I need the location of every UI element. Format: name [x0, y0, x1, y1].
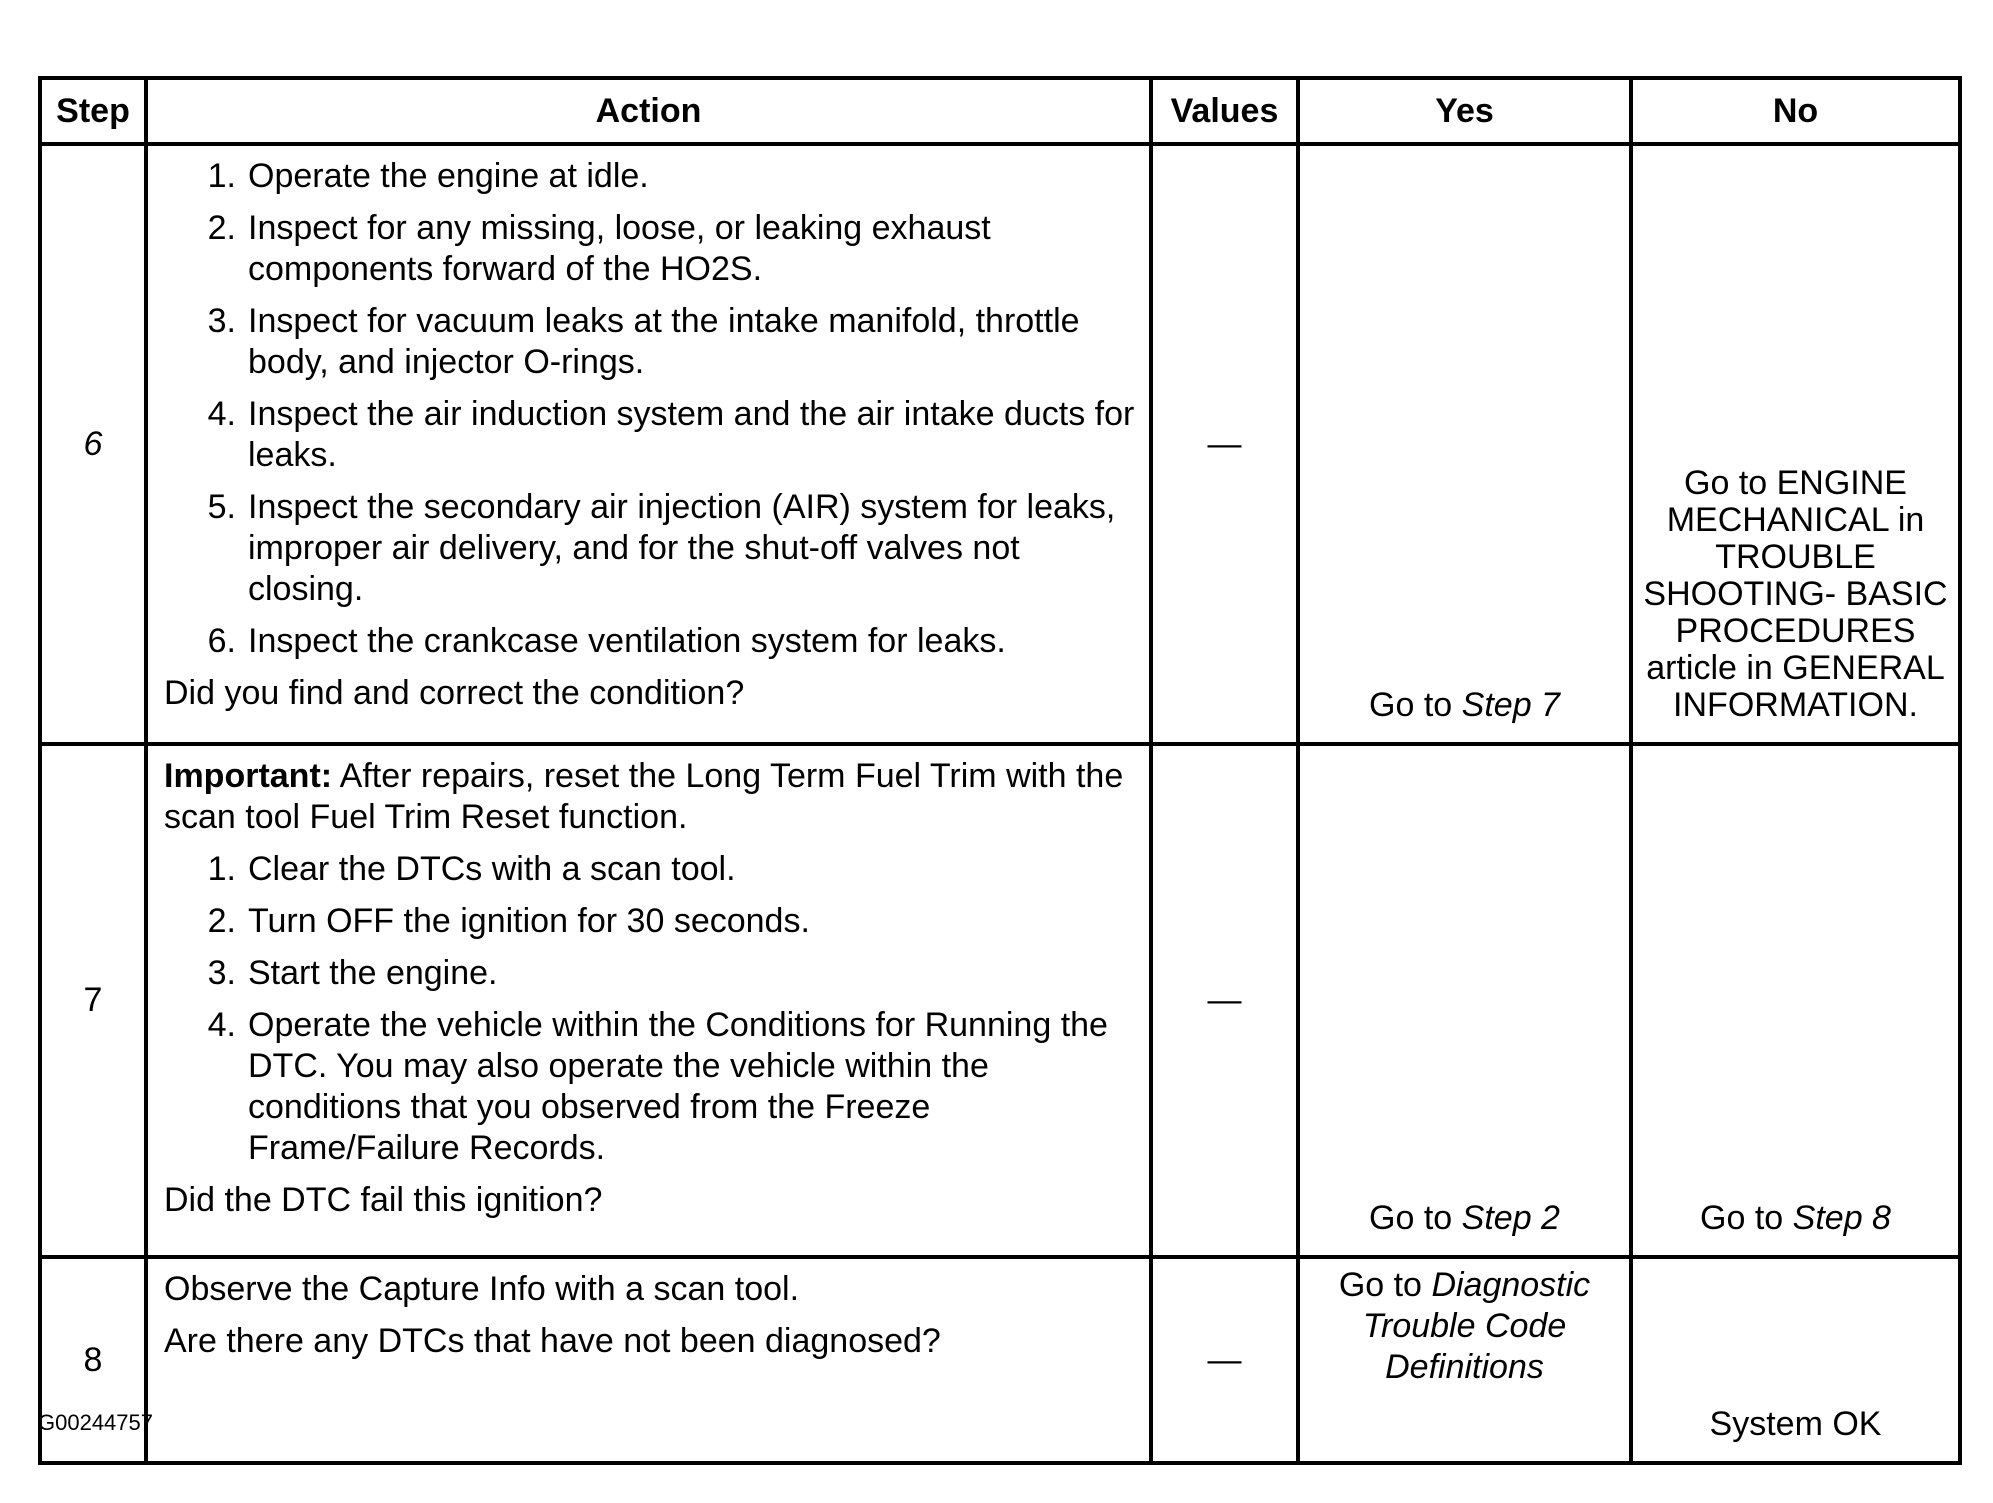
list-item: 1. Operate the engine at idle. — [207, 157, 649, 195]
step-link[interactable]: Step 7 — [1461, 686, 1560, 724]
action-text: Observe the Capture Info with a scan tool. — [164, 1270, 800, 1308]
no-cell: Go to ENGINE MECHANICAL in TROUBLE SHOOTING- BASIC PROCEDURES article in GENERAL INFORMATION. — [1631, 144, 1960, 744]
important-note: Important: After repairs, reset the Long Term Fuel Trim with the scan tool Fuel Trim Reset function. — [164, 757, 1124, 836]
table-row-step-7 — [40, 744, 1960, 1257]
action-cell — [146, 1257, 1151, 1463]
header-action: Action — [146, 78, 1151, 144]
yes-cell: Go to Step 7 — [1298, 144, 1631, 744]
values-cell: — — [1151, 1257, 1298, 1463]
action-cell — [146, 744, 1151, 1257]
list-item: 3. Start the engine. — [207, 954, 498, 992]
table-row-step-8 — [40, 1257, 1960, 1463]
list-item: 2. Inspect for any missing, loose, or leaking exhaust components forward of the HO2S. — [207, 209, 991, 288]
list-item: 3. Inspect for vacuum leaks at the intake manifold, throttle body, and injector O-rings. — [207, 302, 1080, 381]
no-cell: Go to Step 8 — [1631, 744, 1960, 1257]
step-number: 6 — [40, 144, 146, 744]
header-no: No — [1631, 78, 1960, 144]
yes-cell: Go to Step 2 — [1298, 744, 1631, 1257]
list-item: 1. Clear the DTCs with a scan tool. — [207, 850, 736, 888]
step-number: 8 — [40, 1257, 146, 1463]
step-number: 7 — [40, 744, 146, 1257]
action-steps-list — [164, 849, 1135, 1169]
header-values: Values — [1151, 78, 1298, 144]
list-item: 6. Inspect the crankcase ventilation system for leaks. — [207, 622, 1006, 660]
header-step: Step — [40, 78, 146, 144]
dtc-definitions-link[interactable]: Diagnostic Trouble Code Definitions — [1362, 1266, 1591, 1386]
list-item: 5. Inspect the secondary air injection (AIR) system for leaks, improper air delivery, and for the shut-off valves not closing. — [207, 488, 1116, 608]
yes-cell: Go to Diagnostic Trouble Code Definitions — [1298, 1257, 1631, 1463]
action-question: Did you find and correct the condition? — [164, 674, 745, 712]
table-row-step-6 — [40, 144, 1960, 744]
no-cell: System OK — [1631, 1257, 1960, 1463]
values-cell: — — [1151, 144, 1298, 744]
values-cell: — — [1151, 744, 1298, 1257]
diagnostic-table — [38, 76, 1962, 1465]
list-item: 4. Operate the vehicle within the Conditions for Running the DTC. You may also operate the vehicle within the conditions that you observed from the Freeze Frame/Failure Records. — [207, 1006, 1108, 1167]
figure-id: G00244757 — [38, 1410, 153, 1435]
action-question: Did the DTC fail this ignition? — [164, 1181, 603, 1219]
list-item: 2. Turn OFF the ignition for 30 seconds. — [207, 902, 810, 940]
action-question: Are there any DTCs that have not been diagnosed? — [164, 1322, 941, 1360]
header-row — [40, 78, 1960, 144]
header-yes: Yes — [1298, 78, 1631, 144]
step-link[interactable]: Step 8 — [1792, 1199, 1891, 1237]
action-steps-list — [164, 156, 1135, 662]
list-item: 4. Inspect the air induction system and the air intake ducts for leaks. — [207, 395, 1135, 474]
action-cell — [146, 144, 1151, 744]
step-link[interactable]: Step 2 — [1461, 1199, 1560, 1237]
